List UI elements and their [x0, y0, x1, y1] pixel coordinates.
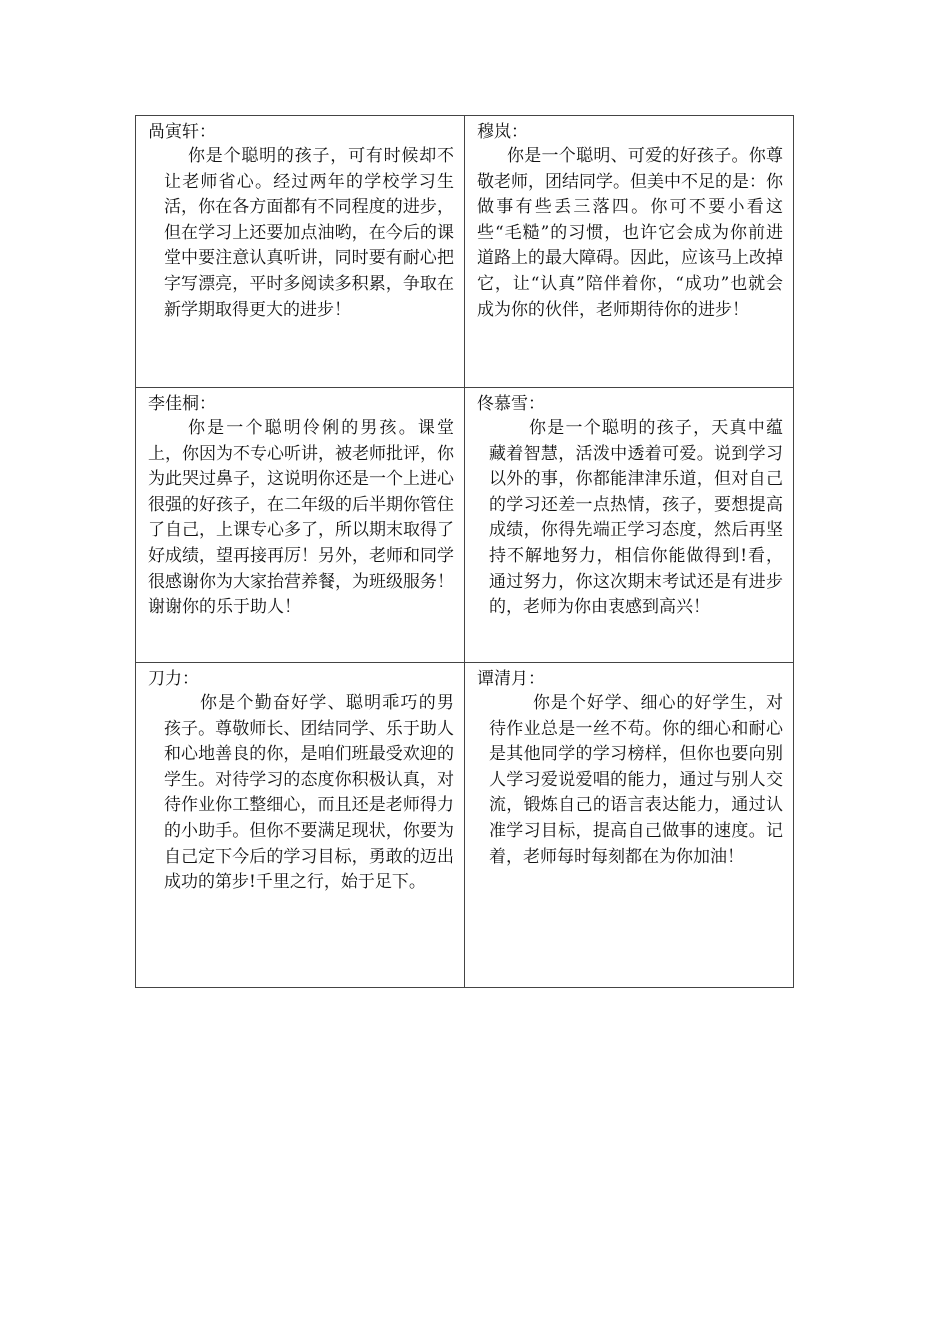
- comment-cell: [136, 116, 465, 388]
- student-name: 穆岚：: [477, 122, 528, 142]
- comment-cell: [465, 663, 794, 988]
- student-name: 李佳桐：: [148, 394, 216, 414]
- comment-text: 你是个好学、细心的好学生，对待作业总是一丝不苟。你的细心和耐心是其他同学的学习榜样，但你也要向别人学习爱说爱唱的能力，通过与别人交流，锻炼自己的语言表达能力，通过认准学习目标，提高自己做事的速度。记着，老师每时每刻都在为你加油！: [489, 693, 783, 867]
- comment-text: 你是一个聪明的孩子，天真中蕴藏着智慧，活泼中透着可爱。说到学习以外的事，你都能津津乐道，但对自己的学习还差一点热情，孩子，要想提高成绩，你得先端正学习态度，然后再坚持不解地努力，相信你能做得到!看，通过努力，你这次期末考试还是有进步的，老师为你由衷感到高兴！: [489, 418, 783, 618]
- student-name: 佟慕雪：: [477, 394, 545, 414]
- comment-cell: [136, 663, 465, 988]
- comments-table: [135, 115, 794, 988]
- comment-cell: [136, 388, 465, 663]
- table-row: [136, 116, 794, 388]
- student-name: 咼寅轩：: [148, 122, 216, 142]
- comment-text: 你是一个聪明伶俐的男孩。课堂上，你因为不专心听讲，被老师批评，你为此哭过鼻子，这说明你还是一个上进心很强的好孩子，在二年级的后半期你管住了自己，上课专心多了，所以期末取得了好成绩，望再接再厉！另外，老师和同学很感谢你为大家抬营养餐，为班级服务！谢谢你的乐于助人！: [148, 418, 454, 618]
- student-name: 谭清月：: [477, 669, 545, 689]
- comment-cell: [465, 116, 794, 388]
- comment-text: 你是个聪明的孩子，可有时候却不让老师省心。经过两年的学校学习生活，你在各方面都有不同程度的进步，但在学习上还要加点油哟，在今后的课堂中要注意认真听讲，同时要有耐心把字写漂亮，平时多阅读多积累，争取在新学期取得更大的进步！: [164, 146, 454, 320]
- table-row: [136, 663, 794, 988]
- comment-text: 你是一个聪明、可爱的好孩子。你尊敬老师，团结同学。但美中不足的是：你做事有些丢三落四。你可不要小看这些“毛糙”的习惯，也许它会成为你前进道路上的最大障碍。因此，应该马上改掉它，让“认真”陪伴着你，“成功”也就会成为你的伙伴，老师期待你的进步！: [477, 146, 783, 320]
- table-row: [136, 388, 794, 663]
- student-name: 刀力：: [148, 669, 199, 689]
- comment-cell: [465, 388, 794, 663]
- comment-text: 你是个勤奋好学、聪明乖巧的男孩子。尊敬师长、团结同学、乐于助人和心地善良的你，是咱们班最受欢迎的学生。对待学习的态度你积极认真，对待作业你工整细心，而且还是老师得力的小助手。但你不要满足现状，你要为自己定下今后的学习目标，勇敢的迈出成功的第步!千里之行，始于足下。: [164, 693, 454, 893]
